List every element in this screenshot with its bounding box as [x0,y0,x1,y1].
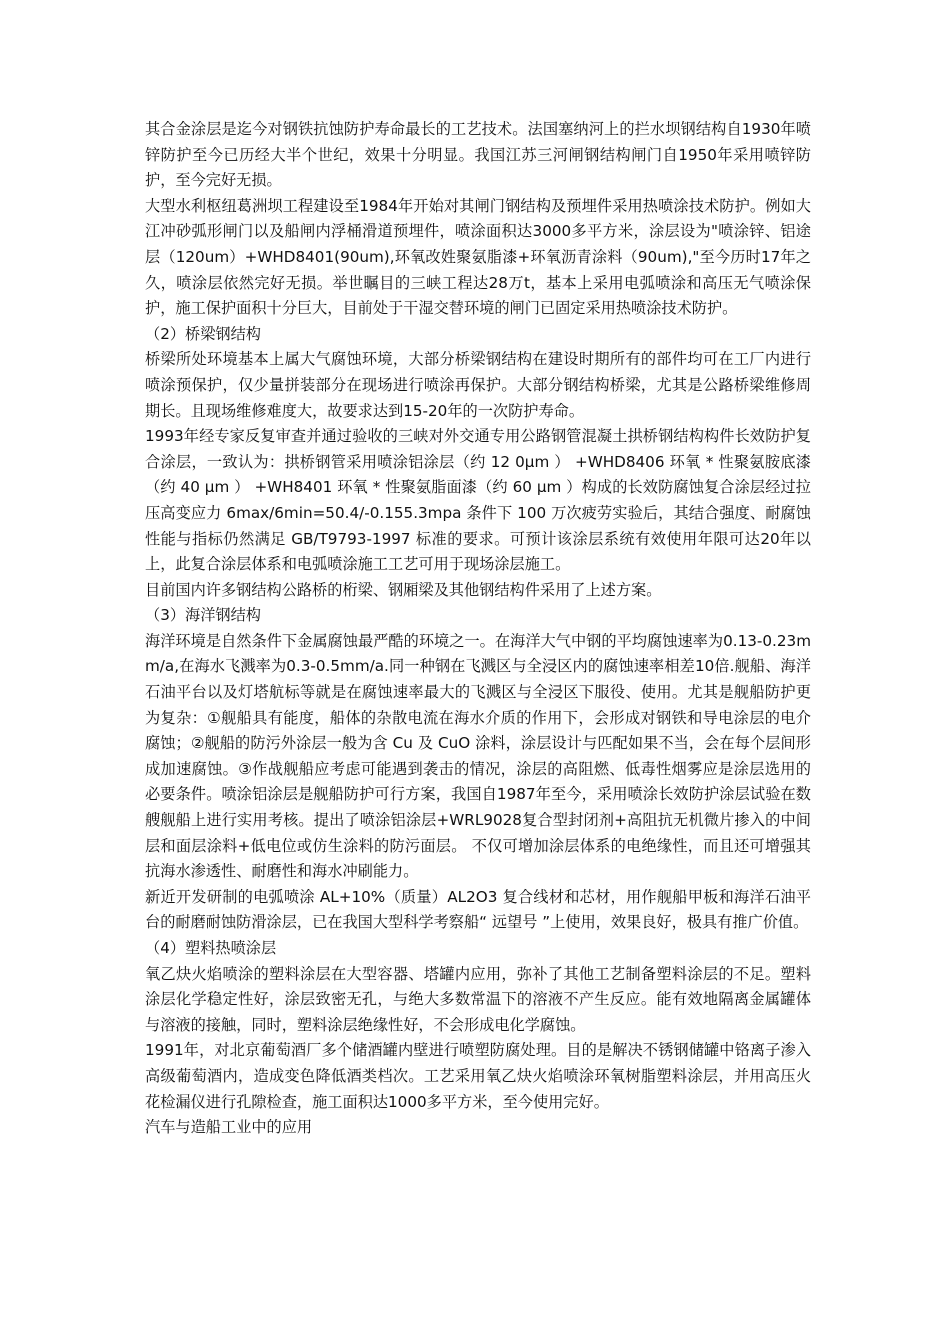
paragraph-alloy-coating-history: 其合金涂层是迄今对钢铁抗蚀防护寿命最长的工艺技术。法国塞纳河上的拦水坝钢结构自1930年喷锌防护至今已历经大半个世纪，效果十分明显。我国江苏三河闸钢结构闸门自1950年采用喷锌防护，至今完好无损。 [145,120,811,190]
paragraph-gezhouba-project: 大型水利枢纽葛洲坝工程建设至1984年开始对其闸门钢结构及预埋件采用热喷涂技术防护。例如大江冲砂弧形闸门以及船闸内浮桶滑道预埋件，喷涂面积达3000多平方米，涂层设为"喷涂锌、铝途层（120um）+WHD8401(90um),环氧改姓聚氨脂漆+环氧沥青涂料（90um),"至今历时17年之久，喷涂层依然完好无损。举世瞩目的三峡工程达28万t，基本上采用电弧喷涂和高压无气喷涂保护，施工保护面积十分巨大，目前处于干湿交替环境的闸门已固定采用热喷涂技术防护。 [145,196,811,318]
paragraph-three-gorges-bridge: 1993年经专家反复审查并通过验收的三峡对外交通专用公路钢管混凝土拱桥钢结构构件长效防护复合涂层，一致认为：拱桥钢管采用喷涂铝涂层（约 12 0μm ） +WHD8406 环氧 * 性聚氨胺底漆（约 40 μm ） +WH8401 环氧 * 性聚氨脂面漆（约 60 μm ）构成的长效防腐蚀复合涂层经过拉压高变应力 6max/6min=50.4/-0.155.3mpa 条件下 100 万次疲劳实验后，其结合强度、耐腐蚀性能与指标仍然满足 GB/T9793-1997 标准的要求。可预计该涂层系统有效使用年限可达20年以上，此复合涂层体系和电弧喷涂施工工艺可用于现场涂层施工。 [145,427,811,574]
paragraph-marine-environment: 海洋环境是自然条件下金属腐蚀最严酷的环境之一。在海洋大气中钢的平均腐蚀速率为0.13-0.23mm/a,在海水飞溅率为0.3-0.5mm/a.同一种钢在飞溅区与全浸区内的腐蚀速率相差10倍.舰船、海洋石油平台以及灯塔航标等就是在腐蚀速率最大的飞溅区与全浸区下服役、使用。尤其是舰船防护更为复杂：①舰船具有能度，船体的杂散电流在海水介质的作用下，会形成对钢铁和导电涂层的电介腐蚀；②舰船的防污外涂层一般为含 Cu 及 CuO 涂料，涂层设计与匹配如果不当，会在每个层间形成加速腐蚀。③作战舰船应考虑可能遇到袭击的情况，涂层的高阻燃、低毒性烟雾应是涂层选用的必要条件。喷涂铝涂层是舰船防护可行方案，我国自1987年至今，采用喷涂长效防护涂层试验在数艘舰船上进行实用考核。提出了喷涂铝涂层+WRL9028复合型封闭剂+高阻抗无机微片掺入的中间层和面层涂料+低电位或仿生涂料的防污面层。 不仅可增加涂层体系的电绝缘性，而且还可增强其抗海水渗透性、耐磨性和海水冲刷能力。 [145,631,811,881]
paragraph-wine-tank-case: 1991年，对北京葡萄酒厂多个储酒罐内壁进行喷塑防腐处理。目的是解决不锈钢储罐中铬离子渗入高级葡萄酒内，造成变色降低酒类档次。工艺采用氧乙炔火焰喷涂环氧树脂塑料涂层，并用高压火花检漏仪进行孔隙检查，施工面积达1000多平方米，至今使用完好。 [145,1041,811,1111]
heading-plastic-spray: （4）塑料热喷涂层 [145,939,277,957]
heading-marine-steel: （3）海洋钢结构 [145,606,261,625]
document-body [145,117,811,1141]
paragraph-bridge-environment: 桥梁所处环境基本上属大气腐蚀环境，大部分桥梁钢结构在建设时期所有的部件均可在工厂内进行喷涂预保护，仅少量拼装部分在现场进行喷涂再保护。大部分钢结构桥梁，尤其是公路桥梁维修周期长。且现场维修难度大，故要求达到15-20年的一次防护寿命。 [145,350,811,420]
paragraph-plastic-coating: 氧乙炔火焰喷涂的塑料涂层在大型容器、塔罐内应用，弥补了其他工艺制备塑料涂层的不足。塑料涂层化学稳定性好，涂层致密无孔，与绝大多数常温下的溶液不产生反应。能有效地隔离金属罐体与溶液的接触，同时，塑料涂层绝缘性好，不会形成电化学腐蚀。 [145,964,811,1034]
paragraph-arc-spray-composite: 新近开发研制的电弧喷涂 AL+10%（质量）AL2O3 复合线材和芯材，用作舰船甲板和海洋石油平台的耐磨耐蚀防滑涂层，已在我国大型科学考察船“ 远望号 ”上使用，效果良好，极具有推广价值。 [145,887,811,932]
heading-auto-shipbuilding: 汽车与造船工业中的应用 [145,1118,313,1137]
heading-bridge-steel: （2）桥梁钢结构 [145,324,261,343]
paragraph-bridge-adoption: 目前国内许多钢结构公路桥的桁梁、钢厢梁及其他钢结构件采用了上述方案。 [145,580,662,599]
